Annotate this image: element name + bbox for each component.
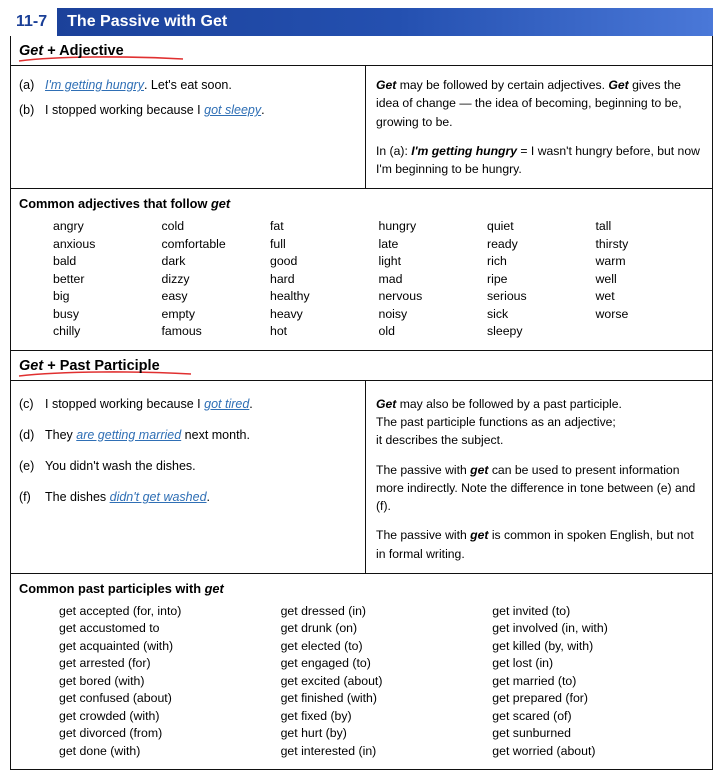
participle-item: get hurt (by) [280, 726, 347, 741]
example-label: (f) [19, 490, 31, 505]
example-highlight: got tired [204, 396, 250, 411]
participle-item: get prepared (for) [492, 691, 588, 706]
adjective-item: old [378, 324, 395, 339]
example-text-post: next month. [181, 427, 250, 442]
section-heading-get-past-participle [11, 351, 712, 381]
participle-column [492, 603, 704, 760]
adjective-item: cold [161, 219, 185, 234]
participle-item: get lost (in) [492, 656, 554, 671]
participle-item: get finished (with) [280, 691, 377, 706]
examples-column [11, 381, 366, 573]
example-text-post: . Let's eat soon. [143, 78, 232, 92]
explanation-column [366, 381, 712, 573]
example-text-pre: I stopped working because I [45, 396, 205, 411]
participle-item: get married (to) [492, 673, 577, 688]
adjective-item: mad [378, 271, 403, 286]
example-line [19, 101, 357, 119]
example-highlight: are getting married [76, 427, 182, 442]
participle-item: get invited (to) [492, 604, 571, 619]
example-text-pre: They [45, 427, 77, 442]
explanation-paragraph: Get may be followed by certain adjectives. Get gives the idea of change — the idea of becoming, beginning to be, growing to be. [376, 78, 682, 129]
adjective-item: heavy [270, 306, 303, 321]
adjective-item: busy [53, 306, 79, 321]
adjective-item: late [378, 236, 399, 251]
participle-item: get worried (about) [492, 743, 596, 758]
participle-item: get crowded (with) [59, 708, 160, 723]
adjective-column [53, 218, 162, 340]
participle-item: get accustomed to [59, 621, 160, 636]
participle-item: get done (with) [59, 743, 141, 758]
adjective-item: hot [270, 324, 288, 339]
chart-header [10, 8, 713, 36]
participle-item: get divorced (from) [59, 726, 163, 741]
adjective-item: well [595, 271, 617, 286]
section-heading-get-adjective [11, 36, 712, 66]
example-line [19, 426, 357, 444]
example-highlight: didn't get washed [109, 490, 207, 505]
section-heading-text: Get + Adjective [19, 43, 124, 59]
participle-item: get involved (in, with) [492, 621, 608, 636]
adjective-item: sick [487, 306, 509, 321]
adjective-item: sleepy [487, 324, 523, 339]
adjective-item: light [378, 254, 402, 269]
page-bleedthrough-text [261, 40, 265, 52]
participle-column [59, 603, 281, 760]
explanation-paragraph: In (a): I'm getting hungry = I wasn't hungry before, but now I'm beginning to be hungry. [376, 143, 700, 177]
adjective-item: tall [595, 219, 612, 234]
example-line [19, 76, 357, 94]
adjective-item: ripe [487, 271, 508, 286]
adjective-item: anxious [53, 236, 96, 251]
example-text-pre: You didn't wash the dishes. [45, 458, 196, 473]
example-label: (a) [19, 78, 35, 92]
participle-item: get arrested (for) [59, 656, 151, 671]
adjective-item: rich [487, 254, 507, 269]
adjective-item: hungry [378, 219, 417, 234]
adjective-column [487, 218, 596, 340]
adjective-item: worse [595, 306, 629, 321]
get-participle-examples-row [11, 381, 712, 574]
adjective-item: chilly [53, 324, 81, 339]
adjective-column [162, 218, 271, 340]
participle-item: get fixed (by) [280, 708, 352, 723]
participle-item: get sunburned [492, 726, 571, 741]
common-participles-block [11, 574, 712, 769]
adjective-item: ready [487, 236, 518, 251]
adjective-item: noisy [378, 306, 408, 321]
example-label: (e) [19, 458, 35, 473]
adjective-item: famous [161, 324, 202, 339]
adjective-item: dark [161, 254, 186, 269]
example-highlight: got sleepy [204, 103, 262, 118]
common-participles-title: Common past participles with get [19, 581, 224, 597]
adjective-item: wet [595, 289, 615, 304]
chart-number: 11-7 [10, 8, 57, 36]
participle-column [281, 603, 493, 760]
adjective-item: empty [161, 306, 195, 321]
get-adjective-examples-row [11, 66, 712, 189]
participle-item: get excited (about) [280, 673, 383, 688]
adjective-item: nervous [378, 289, 423, 304]
adjective-item: comfortable [161, 236, 226, 251]
participle-item: get interested (in) [280, 743, 377, 758]
example-line [19, 488, 357, 506]
examples-column [11, 66, 366, 188]
adjective-item: good [270, 254, 298, 269]
example-label: (c) [19, 396, 34, 411]
adjective-column [270, 218, 379, 340]
adjective-item: warm [595, 254, 626, 269]
adjective-item: bald [53, 254, 77, 269]
example-text-post: . [206, 490, 211, 505]
adjective-item: hard [270, 271, 295, 286]
adjectives-columns [19, 218, 704, 340]
adjective-column [379, 218, 488, 340]
participle-item: get elected (to) [280, 638, 363, 653]
chart-body [10, 36, 713, 770]
participle-item: get killed (by, with) [492, 638, 594, 653]
participle-item: get acquainted (with) [59, 638, 174, 653]
adjective-item: angry [53, 219, 84, 234]
participle-item: get scared (of) [492, 708, 572, 723]
adjective-item: healthy [270, 289, 310, 304]
adjective-item: serious [487, 289, 527, 304]
adjective-item: quiet [487, 219, 514, 234]
participle-item: get confused (about) [59, 691, 172, 706]
adjective-item: fat [270, 219, 284, 234]
adjective-item: easy [161, 289, 188, 304]
adjective-item: thirsty [595, 236, 629, 251]
participle-item: get bored (with) [59, 673, 145, 688]
explanation-paragraph: The passive with get can be used to present information more indirectly. Note the difference in tone between (e) and (f). [376, 462, 696, 514]
example-line [19, 395, 357, 413]
common-adjectives-title: Common adjectives that follow get [19, 196, 231, 212]
participle-item: get engaged (to) [280, 656, 371, 671]
adjective-item: big [53, 289, 70, 304]
explanation-paragraph: Get may also be followed by a past participle. The past participle functions as an adjective; it describes the subject. [376, 396, 622, 448]
adjective-item: dizzy [161, 271, 190, 286]
chart-title: The Passive with Get [67, 13, 228, 30]
section-heading-text: Get + Past Participle [19, 357, 160, 374]
participle-item: get drunk (on) [280, 621, 358, 636]
explanation-column [366, 66, 712, 188]
participle-item: get dressed (in) [280, 604, 366, 619]
example-highlight: I'm getting hungry [45, 78, 144, 92]
adjective-column [596, 218, 705, 340]
example-text-pre: The dishes [45, 490, 110, 505]
example-label: (b) [19, 103, 35, 118]
common-adjectives-block [11, 189, 712, 350]
adjective-item: full [270, 236, 286, 251]
example-line [19, 457, 357, 475]
participle-item: get accepted (for, into) [59, 604, 182, 619]
example-text-pre: I stopped working because I [45, 103, 205, 118]
participles-columns [19, 603, 704, 760]
example-text-post: . [261, 103, 265, 118]
explanation-paragraph: The passive with get is common in spoken English, but not in formal writing. [376, 528, 694, 561]
adjective-item: better [53, 271, 85, 286]
example-text-post: . [249, 396, 253, 411]
example-label: (d) [19, 427, 35, 442]
